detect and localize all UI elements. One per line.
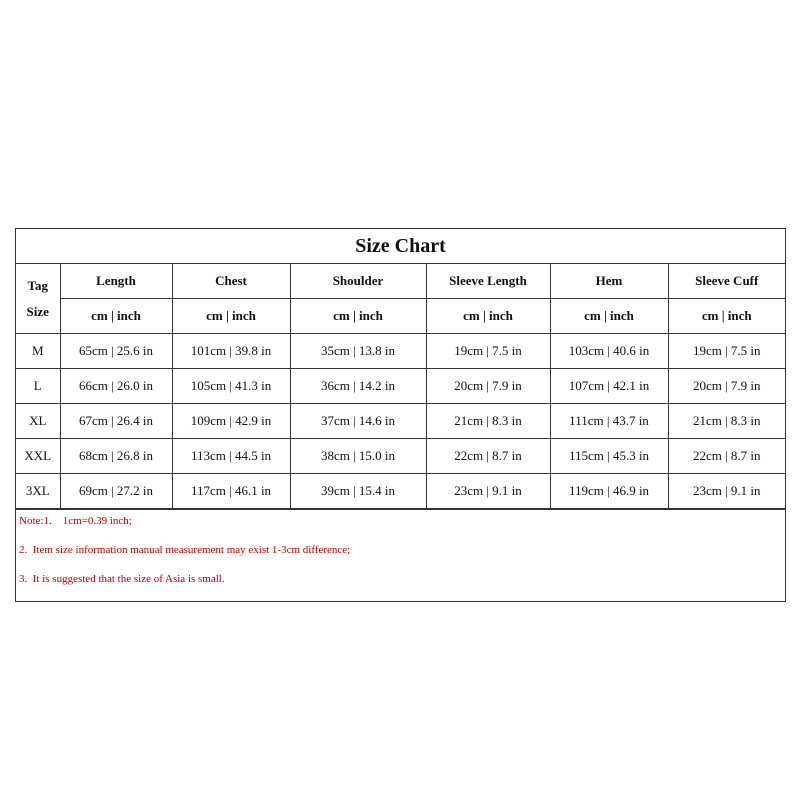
measurement-cell: 39cm | 15.4 in <box>290 474 426 509</box>
unit-label: cm | inch <box>60 299 172 334</box>
measurement-cell: 35cm | 13.8 in <box>290 334 426 369</box>
measurement-cell: 69cm | 27.2 in <box>60 474 172 509</box>
unit-label: cm | inch <box>172 299 290 334</box>
column-header: Hem <box>550 264 668 299</box>
measurement-cell: 22cm | 8.7 in <box>426 439 550 474</box>
column-header: Sleeve Length <box>426 264 550 299</box>
measurement-cell: 109cm | 42.9 in <box>172 404 290 439</box>
measurement-cell: 103cm | 40.6 in <box>550 334 668 369</box>
unit-row <box>16 299 785 334</box>
table-row <box>16 404 785 439</box>
measurement-cell: 115cm | 45.3 in <box>550 439 668 474</box>
size-label: Size <box>26 303 49 319</box>
note-line: 2. Item size information manual measurement may exist 1-3cm difference; <box>19 544 351 556</box>
measurement-cell: 119cm | 46.9 in <box>550 474 668 509</box>
measurement-cell: 68cm | 26.8 in <box>60 439 172 474</box>
column-header: Length <box>60 264 172 299</box>
table-row <box>16 334 785 369</box>
column-header: Shoulder <box>290 264 426 299</box>
measurement-cell: 38cm | 15.0 in <box>290 439 426 474</box>
measurement-cell: 107cm | 42.1 in <box>550 369 668 404</box>
measurement-cell: 36cm | 14.2 in <box>290 369 426 404</box>
size-cell: 3XL <box>16 474 60 509</box>
size-cell: M <box>16 334 60 369</box>
size-chart <box>15 228 786 602</box>
size-table <box>16 264 785 509</box>
note-line: 3. It is suggested that the size of Asia is small. <box>19 573 225 585</box>
unit-label: cm | inch <box>550 299 668 334</box>
measurement-cell: 111cm | 43.7 in <box>550 404 668 439</box>
size-cell: L <box>16 369 60 404</box>
column-header: Sleeve Cuff <box>668 264 785 299</box>
note-line: Note:1. 1cm=0.39 inch; <box>19 515 132 527</box>
table-row <box>16 369 785 404</box>
measurement-cell: 21cm | 8.3 in <box>668 404 785 439</box>
measurement-cell: 19cm | 7.5 in <box>668 334 785 369</box>
measurement-cell: 67cm | 26.4 in <box>60 404 172 439</box>
measurement-cell: 37cm | 14.6 in <box>290 404 426 439</box>
chart-title: Size Chart <box>16 229 785 264</box>
measurement-cell: 19cm | 7.5 in <box>426 334 550 369</box>
table-row <box>16 439 785 474</box>
measurement-cell: 23cm | 9.1 in <box>668 474 785 509</box>
measurement-cell: 21cm | 8.3 in <box>426 404 550 439</box>
measurement-cell: 66cm | 26.0 in <box>60 369 172 404</box>
measurement-cell: 105cm | 41.3 in <box>172 369 290 404</box>
measurement-cell: 117cm | 46.1 in <box>172 474 290 509</box>
measurement-cell: 22cm | 8.7 in <box>668 439 785 474</box>
size-cell: XXL <box>16 439 60 474</box>
measurement-cell: 20cm | 7.9 in <box>668 369 785 404</box>
measurement-cell: 23cm | 9.1 in <box>426 474 550 509</box>
notes-section <box>16 509 785 597</box>
unit-label: cm | inch <box>290 299 426 334</box>
header-row <box>16 264 785 299</box>
size-cell: XL <box>16 404 60 439</box>
tag-size-header <box>16 264 60 334</box>
unit-label: cm | inch <box>426 299 550 334</box>
measurement-cell: 65cm | 25.6 in <box>60 334 172 369</box>
measurement-cell: 113cm | 44.5 in <box>172 439 290 474</box>
measurement-cell: 20cm | 7.9 in <box>426 369 550 404</box>
table-row <box>16 474 785 509</box>
column-header: Chest <box>172 264 290 299</box>
measurement-cell: 101cm | 39.8 in <box>172 334 290 369</box>
tag-label: Tag <box>27 277 48 293</box>
unit-label: cm | inch <box>668 299 785 334</box>
